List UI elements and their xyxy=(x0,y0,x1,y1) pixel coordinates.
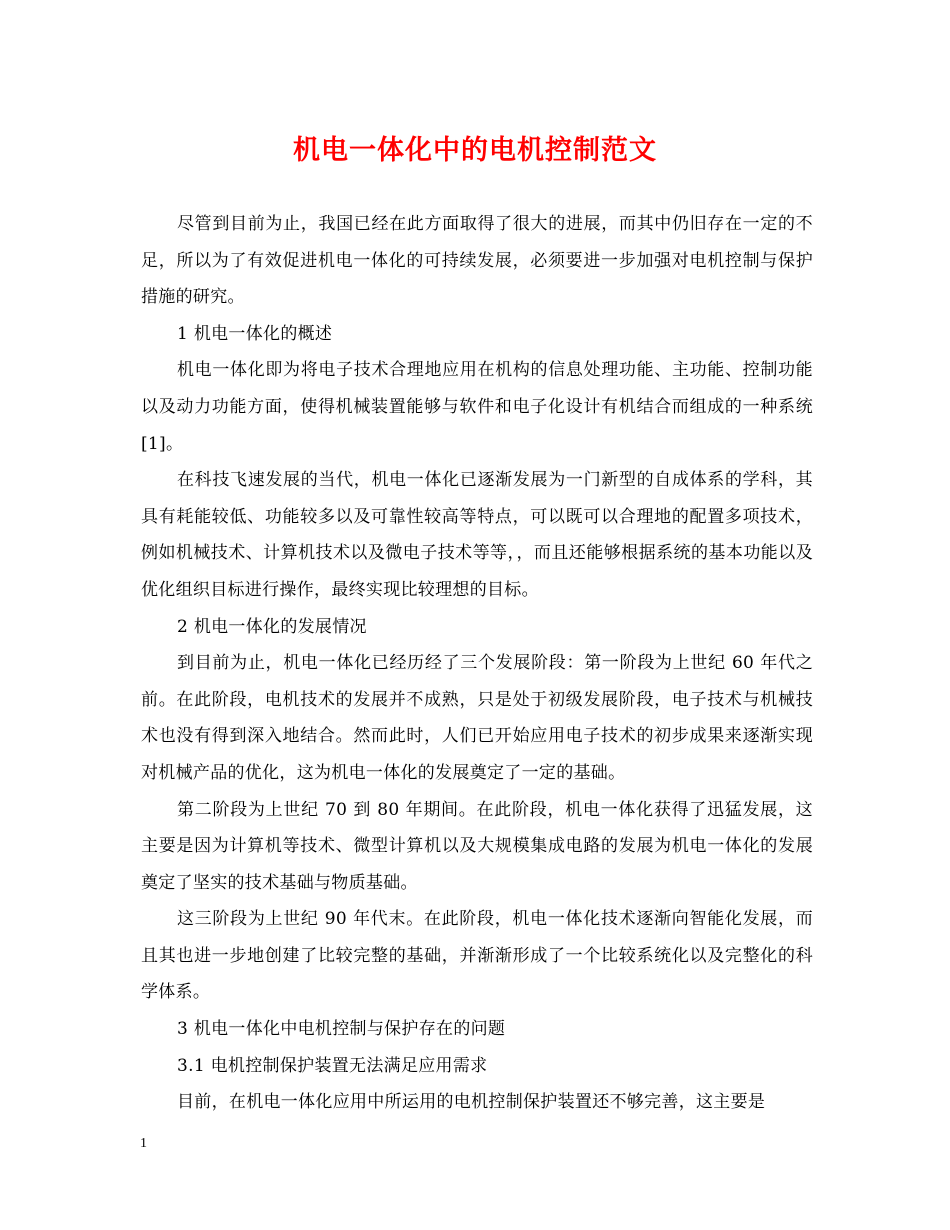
section-heading: 1 机电一体化的概述 xyxy=(177,323,333,344)
document-title: 机电一体化中的电机控制范文 xyxy=(293,135,657,166)
paragraph: 在科技飞速发展的当代，机电一体化已逐渐发展为一门新型的自成体系的学科，其具有耗能较低、功能较多以及可靠性较高等特点，可以既可以合理地的配置多项技术，例如机械技术、计算机技术以及微电子技术等等，，而且还能够根据系统的基本功能以及优化组织目标进行操作，最终实现比较理想的目标。 xyxy=(141,470,813,600)
section-heading: 3 机电一体化中电机控制与保护存在的问题 xyxy=(177,1019,506,1040)
section-heading: 2 机电一体化的发展情况 xyxy=(177,616,367,637)
document-body xyxy=(141,206,813,1121)
paragraph: 尽管到目前为止，我国已经在此方面取得了很大的进展，而其中仍旧存在一定的不足，所以为了有效促进机电一体化的可持续发展，必须要进一步加强对电机控制与保护措施的研究。 xyxy=(141,214,813,308)
paragraph: 机电一体化即为将电子技术合理地应用在机构的信息处理功能、主功能、控制功能以及动力功能方面，使得机械装置能够与软件和电子化设计有机结合而组成的一种系统[1]。 xyxy=(141,360,813,454)
paragraph: 第二阶段为上世纪 70 到 80 年期间。在此阶段，机电一体化获得了迅猛发展，这主要是因为计算机等技术、微型计算机以及大规模集成电路的发展为机电一体化的发展奠定了坚实的技术基础与物质基础。 xyxy=(141,799,813,893)
page-number: 1 xyxy=(140,1136,147,1151)
paragraph: 这三阶段为上世纪 90 年代末。在此阶段，机电一体化技术逐渐向智能化发展，而且其也进一步地创建了比较完整的基础，并渐渐形成了一个比较系统化以及完整化的科学体系。 xyxy=(141,909,813,1003)
subsection-heading: 3.1 电机控制保护装置无法满足应用需求 xyxy=(177,1055,488,1076)
paragraph: 目前，在机电一体化应用中所运用的电机控制保护装置还不够完善，这主要是 xyxy=(177,1092,766,1113)
paragraph: 到目前为止，机电一体化已经历经了三个发展阶段：第一阶段为上世纪 60 年代之前。在此阶段，电机技术的发展并不成熟，只是处于初级发展阶段，电子技术与机械技术也没有得到深入地结合。然而此时，人们已开始应用电子技术的初步成果来逐渐实现对机械产品的优化，这为机电一体化的发展奠定了一定的基础。 xyxy=(141,653,813,783)
